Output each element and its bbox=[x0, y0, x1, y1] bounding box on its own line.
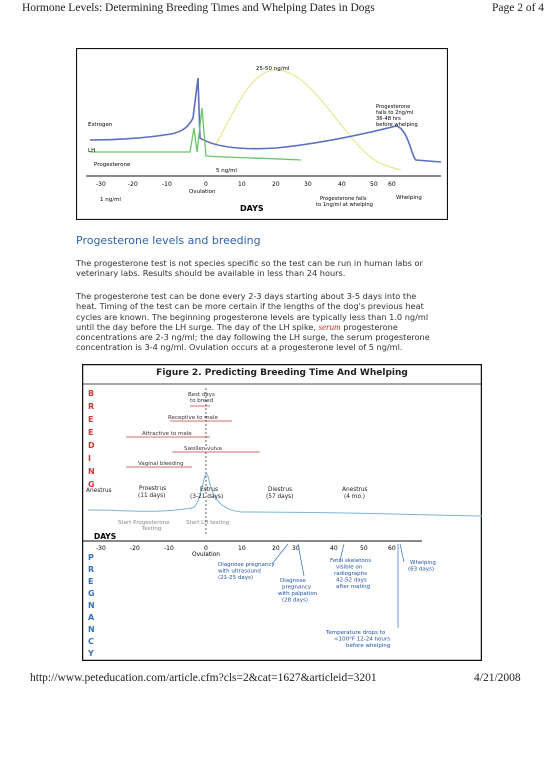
whelping-label: Whelping bbox=[396, 195, 422, 201]
svg-text:60: 60 bbox=[388, 181, 396, 188]
diag-palp-label: Diagnose pregnancy with palpation (28 days) bbox=[278, 578, 318, 604]
svg-text:30: 30 bbox=[304, 181, 312, 188]
footer-date: 4/21/2008 bbox=[474, 672, 521, 684]
svg-text:C: C bbox=[88, 637, 94, 646]
header-page: Page 2 of 4 bbox=[492, 2, 545, 14]
svg-text:N: N bbox=[88, 601, 95, 610]
temp-label: Temperature drops to <100°F 12-24 hours before whelping bbox=[326, 630, 391, 649]
paragraph-2: The progesterone test can be done every 2-3 days starting about 3-5 days into the heat. Timing of the test can be more certain if the lengths of the dog's previous heat cycles are known. The beginning progesterone levels are typically less than 1.0 ng/ml until the day before the LH surge. The day of the LH spike, serum progesterone concentrations are 2-3 ng/ml; the day following the LH surge, the serum progesterone concentration is 3-4 ng/ml. Ovulation occurs at a progesterone level of 5 ng/ml. bbox=[76, 291, 430, 353]
one-ng-label: 1 ng/ml bbox=[100, 197, 121, 203]
svg-text:20: 20 bbox=[272, 181, 280, 188]
svg-text:-30: -30 bbox=[96, 545, 106, 552]
fetal-label: Fetal skeletons visible on radiographs 42-52 days after mating bbox=[330, 558, 372, 590]
days-label: DAYS bbox=[240, 204, 264, 213]
pregnancy-letters bbox=[87, 553, 95, 658]
footer-url: http://www.peteducation.com/article.cfm?cls=2&cat=1627&articleid=3201 bbox=[30, 672, 377, 684]
best-days-label: Best days to breed bbox=[188, 392, 215, 404]
anestrus-label: Anestrus bbox=[86, 488, 112, 494]
lh-label: LH bbox=[88, 148, 96, 154]
progesterone-label: Progesterone bbox=[94, 162, 131, 168]
svg-text:E: E bbox=[88, 428, 94, 437]
whelping-label-2: Whelping (63 days) bbox=[408, 560, 436, 573]
svg-text:10: 10 bbox=[238, 545, 246, 552]
svg-text:E: E bbox=[88, 577, 94, 586]
five-ng-label: 5 ng/ml bbox=[216, 168, 237, 174]
paragraph-1: The progesterone test is not species specific so the test can be run in human labs or veterinary labs. Results should be available in less than 24 hours. bbox=[76, 258, 423, 279]
breeding-timeline-chart bbox=[82, 364, 482, 661]
proestrus-label: Proestrus (11 days) bbox=[138, 486, 167, 499]
falls1-label: Progesterone falls to 1ng/ml at whelping bbox=[316, 196, 373, 208]
svg-text:G: G bbox=[88, 589, 95, 598]
svg-text:50: 50 bbox=[360, 545, 368, 552]
svg-text:-10: -10 bbox=[162, 181, 172, 188]
svg-text:40: 40 bbox=[338, 181, 346, 188]
svg-text:P: P bbox=[88, 553, 94, 562]
svg-text:Y: Y bbox=[88, 649, 94, 658]
svg-text:-20: -20 bbox=[128, 181, 138, 188]
diag-us-label: Diagnose pregnancy with ultrasound (21-25 days) bbox=[218, 562, 275, 581]
svg-text:R: R bbox=[88, 565, 95, 574]
svg-text:0: 0 bbox=[204, 181, 208, 188]
header-title: Hormone Levels: Determining Breeding Times and Whelping Dates in Dogs bbox=[22, 2, 375, 14]
section-heading: Progesterone levels and breeding bbox=[76, 234, 261, 247]
svg-text:60: 60 bbox=[388, 545, 396, 552]
svg-text:G: G bbox=[88, 480, 95, 489]
svg-text:40: 40 bbox=[330, 545, 338, 552]
svg-text:R: R bbox=[88, 402, 95, 411]
svg-text:20: 20 bbox=[272, 545, 280, 552]
days-label-2: DAYS bbox=[94, 532, 117, 541]
svg-text:0: 0 bbox=[204, 545, 208, 552]
estrus-label: Estrus (3-21 days) bbox=[190, 487, 224, 500]
svg-text:N: N bbox=[88, 625, 95, 634]
svg-text:-10: -10 bbox=[164, 545, 174, 552]
receptive-label: Receptive to male bbox=[168, 415, 218, 421]
start-lh-label: Start LH testing bbox=[186, 520, 230, 526]
hormone-chart bbox=[76, 48, 448, 220]
svg-text:10: 10 bbox=[238, 181, 246, 188]
svg-text:30: 30 bbox=[292, 545, 300, 552]
falls-label: Progesterone falls to 2ng/ml 36-48 hrs before whelping bbox=[376, 104, 418, 128]
swollen-label: Swollen vulva bbox=[184, 446, 222, 452]
ovulation-label-2: Ovulation bbox=[192, 552, 220, 558]
attractive-label: Attractive to male bbox=[142, 431, 192, 437]
svg-text:B: B bbox=[88, 389, 95, 398]
svg-text:D: D bbox=[88, 441, 95, 450]
svg-text:E: E bbox=[88, 415, 94, 424]
peak-label: 25-50 ng/ml bbox=[256, 66, 290, 72]
anestrus2-label: Anestrus (4 mo.) bbox=[342, 487, 368, 500]
svg-text:I: I bbox=[88, 454, 91, 463]
diestrus-label: Diestrus (57 days) bbox=[266, 487, 294, 500]
svg-text:50: 50 bbox=[370, 181, 378, 188]
vaginal-label: Vaginal bleeding bbox=[138, 461, 184, 467]
svg-text:A: A bbox=[88, 613, 95, 622]
estrogen-label: Estrogen bbox=[88, 122, 113, 128]
svg-text:-20: -20 bbox=[130, 545, 140, 552]
figure2-title: Figure 2. Predicting Breeding Time And Whelping bbox=[156, 368, 408, 378]
ovulation-label: Ovulation bbox=[189, 189, 216, 195]
svg-text:-30: -30 bbox=[96, 181, 106, 188]
start-prog-label: Start Progesterone Testing bbox=[118, 520, 170, 532]
svg-text:N: N bbox=[88, 467, 95, 476]
